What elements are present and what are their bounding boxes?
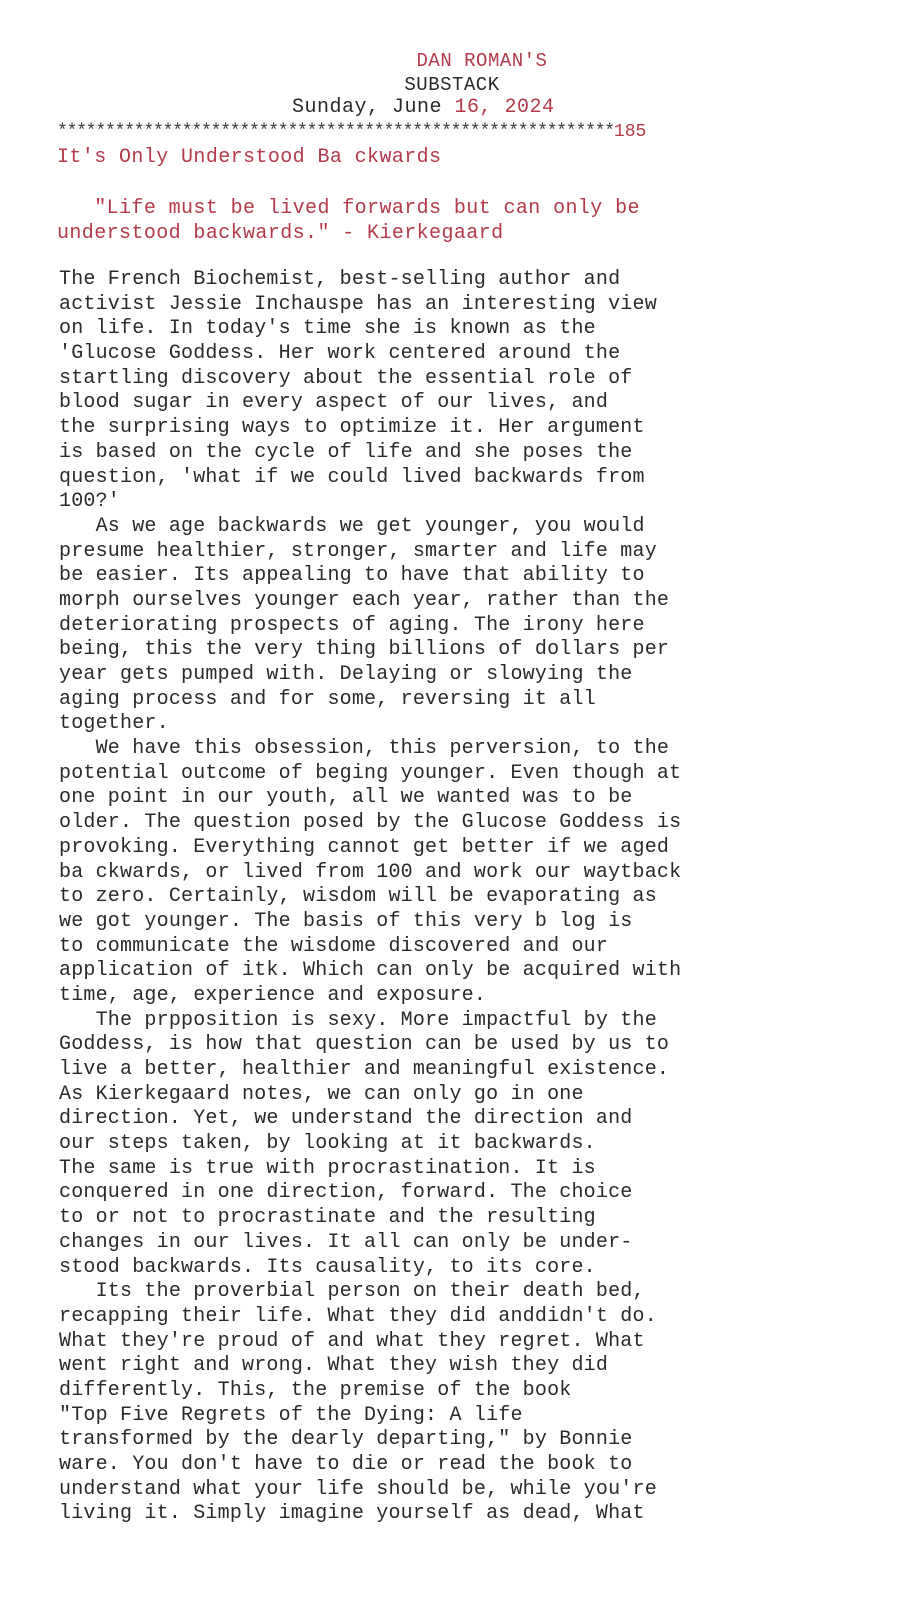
epigraph-line: "Life must be lived forwards but can only be — [57, 197, 640, 220]
body-line: is based on the cycle of life and she poses the — [59, 440, 633, 464]
body-line: understand what your life should be, while you're — [59, 1477, 657, 1501]
body-line: to communicate the wisdome discovered and our — [59, 934, 609, 958]
body-line: Goddess, is how that question can be used by us to — [59, 1033, 670, 1057]
body-line: live a better, healthier and meaningful existence. — [59, 1058, 670, 1081]
body-line: morph ourselves younger each year, rather than the — [59, 588, 670, 612]
body-line: As we age backwards we get younger, you would — [59, 514, 645, 538]
body-line: we got younger. The basis of this very b log is — [59, 909, 633, 933]
date-day-year: 16, 2024 — [454, 96, 555, 119]
body-line: 100?' — [59, 490, 121, 514]
article-title: It's Only Understood Ba ckwards — [57, 146, 442, 169]
body-line: our steps taken, by looking at it backwards. — [59, 1132, 596, 1156]
body-line: ware. You don't have to die or read the book to — [59, 1453, 633, 1476]
body-line: blood sugar in every aspect of our lives, and — [59, 391, 609, 415]
body-line: startling discovery about the essential role of — [59, 366, 633, 390]
body-line: aging process and for some, reversing it all — [59, 687, 596, 711]
body-line: older. The question posed by the Glucose Goddess is — [59, 811, 682, 835]
asterisk-rule — [57, 122, 646, 142]
body-line: We have this obsession, this perversion, to the — [59, 737, 670, 761]
body-line: The French Biochemist, best-selling author and — [59, 268, 621, 291]
body-line: question, 'what if we could lived backwards from — [59, 465, 645, 489]
body-line: "Top Five Regrets of the Dying: A life — [59, 1403, 523, 1427]
body-line: direction. Yet, we understand the direction and — [59, 1107, 633, 1131]
body-line: being, this the very thing billions of dollars per — [59, 638, 670, 662]
body-line: deteriorating prospects of aging. The irony here — [59, 613, 645, 637]
body-line: presume healthier, stronger, smarter and life may — [59, 539, 657, 563]
masthead-publication: SUBSTACK — [404, 74, 500, 96]
body-line: went right and wrong. What they wish they did — [59, 1354, 609, 1378]
body-line: application of itk. Which can only be acquired with — [59, 959, 682, 983]
body-line: to zero. Certainly, wisdom will be evaporating as — [59, 885, 657, 909]
article-body — [59, 268, 681, 1527]
body-line: changes in our lives. It all can only be under- — [59, 1230, 633, 1254]
date-line — [292, 96, 555, 119]
epigraph-line: understood backwards." - Kierkegaard — [57, 222, 504, 245]
asterisk-divider: ********************************************************** — [57, 122, 614, 142]
body-line: recapping their life. What they did anddidn't do. — [59, 1304, 657, 1328]
body-line: 'Glucose Goddess. Her work centered around the — [59, 342, 621, 366]
epigraph-quote — [57, 196, 640, 246]
body-line: As Kierkegaard notes, we can only go in one — [59, 1082, 584, 1106]
body-line: ba ckwards, or lived from 100 and work our waytback — [59, 860, 682, 884]
body-line: one point in our youth, all we wanted was to be — [59, 786, 633, 810]
body-line: the surprising ways to optimize it. Her argument — [59, 416, 645, 440]
masthead-author: DAN ROMAN'S — [416, 50, 548, 72]
body-line: What they're proud of and what they regret. What — [59, 1329, 645, 1353]
body-line: year gets pumped with. Delaying or slowying the — [59, 663, 633, 686]
body-line: living it. Simply imagine yourself as dead, What — [59, 1502, 645, 1526]
body-line: conquered in one direction, forward. The choice — [59, 1181, 633, 1205]
body-line: together. — [59, 712, 169, 736]
body-line: The same is true with procrastination. It is — [59, 1156, 596, 1180]
body-line: activist Jessie Inchauspe has an interesting view — [59, 292, 657, 316]
body-line: time, age, experience and exposure. — [59, 983, 487, 1007]
date-weekday-month: Sunday, June — [292, 96, 455, 119]
body-line: to or not to procrastinate and the resulting — [59, 1206, 596, 1230]
body-line: Its the proverbial person on their death bed, — [59, 1280, 645, 1304]
body-line: transformed by the dearly departing," by Bonnie — [59, 1428, 633, 1452]
body-line: on life. In today's time she is known as the — [59, 317, 596, 341]
page-number: 185 — [613, 122, 647, 142]
body-line: The prpposition is sexy. More impactful by the — [59, 1008, 657, 1032]
body-line: differently. This, the premise of the book — [59, 1378, 572, 1402]
body-line: be easier. Its appealing to have that ability to — [59, 564, 645, 588]
body-line: stood backwards. Its causality, to its core. — [59, 1255, 596, 1279]
body-line: provoking. Everything cannot get better if we aged — [59, 835, 670, 859]
body-line: potential outcome of beging younger. Even though at — [59, 761, 682, 785]
